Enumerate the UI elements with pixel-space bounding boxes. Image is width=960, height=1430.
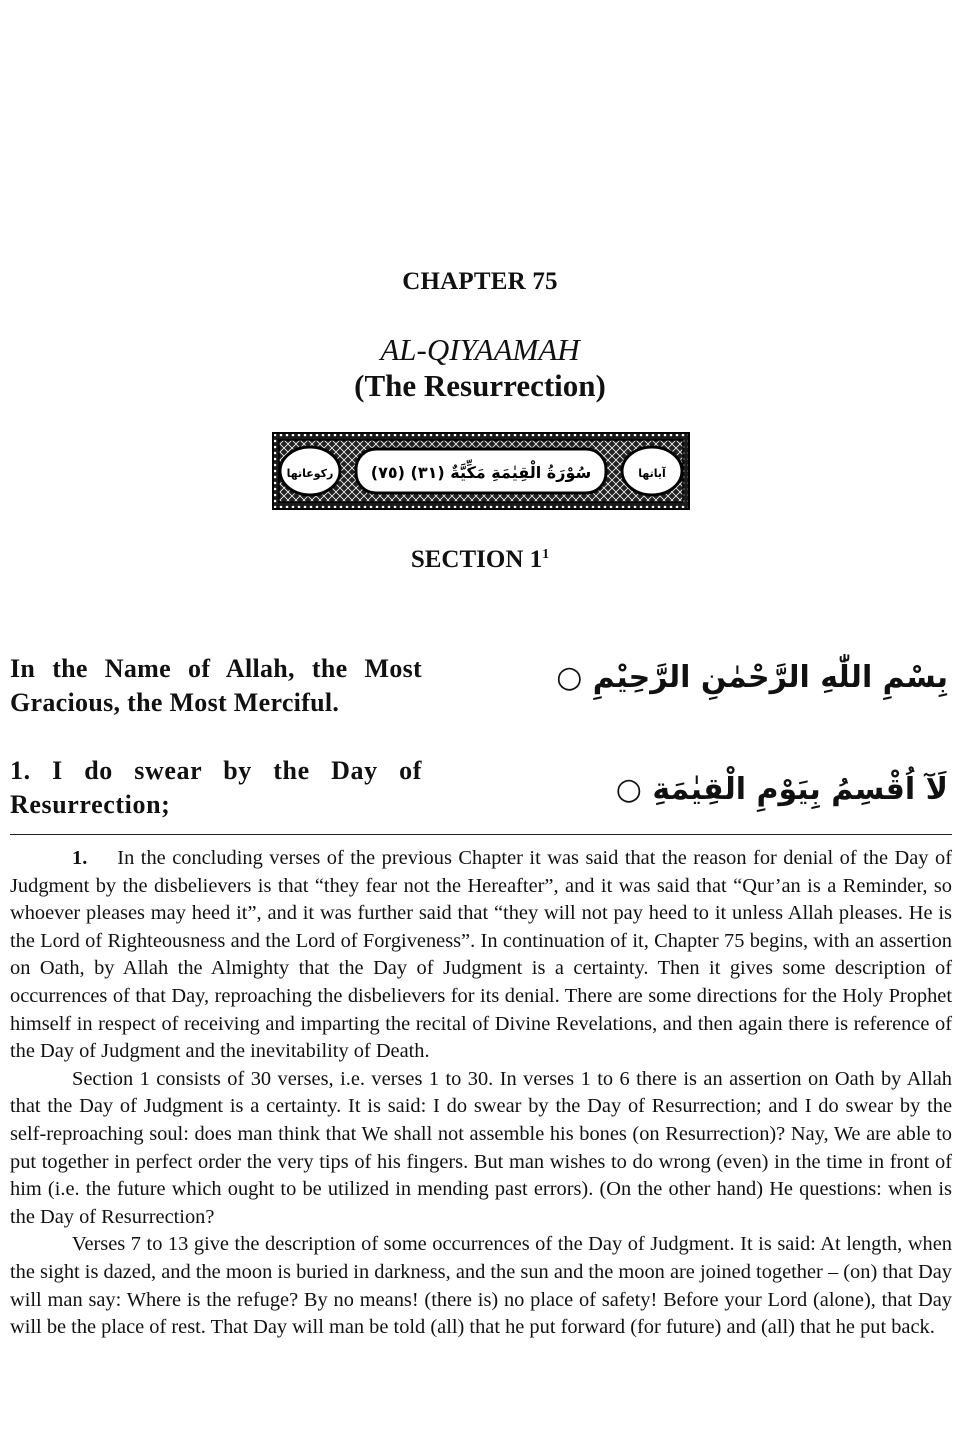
commentary-text [10,845,952,1342]
basmala-translation: In the Name of Allah, the Most Gracious, the Most Merciful. [10,654,422,717]
chapter-heading: CHAPTER 75 [402,268,558,295]
banner-ruku-count: رکوعاتها [286,467,334,480]
section-footnote-mark: 1 [542,547,550,562]
section-heading [0,546,960,574]
paragraph-1-text: In the concluding verses of the previous Chapter it was said that the reason for denial of the Day of Judgment by the disbelievers is that “they fear not the Hereafter”, and it was said that “Qur’an is a Reminder, so whoever pleases may heed it”, and it was further said that “they will not pay heed to it unless Allah pleases. He is the Lord of Righteousness and the Lord of Forgiveness”. In continuation of it, Chapter 75 begins, with an assertion on Oath, by Allah the Almighty that the Day of Judgment is a certainty. Then it gives some description of occurrences of that Day, reproaching the disbelievers for its denial. There are some directions for the Holy Prophet himself in respect of receiving and imparting the recital of Divine Revelations, and then again there is reference of the Day of Judgment and the inevitability of Death. [10,847,952,1063]
sura-title: AL-QIYAAMAH [380,332,580,367]
sura-banner-ornament [272,432,690,510]
section-label: SECTION 1 [410,546,543,573]
verse-1-arabic: لَآ اُقْسِمُ بِيَوْمِ الْقِيٰمَةِ ○ [615,772,948,807]
commentary-paragraph-3: Verses 7 to 13 give the description of some occurrences of the Day of Judgment. It is said: At length, when the sight is dazed, and the moon is buried in darkness, and the sun and the moon are joined together – (on) that Day will man say: Where is the refuge? By no means! (there is) no place of safety! Before your Lord (alone), that Day will be the place of rest. That Day will man be told (all) that he put forward (for future) and (all) that he put back. [10,1233,952,1339]
basmala-arabic: بِسْمِ اللّٰهِ الرَّحْمٰنِ الرَّحِيْمِ ○ [556,660,948,695]
verse-1-translation: 1. I do swear by the Day of Resurrection; [10,756,422,819]
sura-subtitle: (The Resurrection) [354,368,606,403]
commentary-paragraph-1 [10,845,952,1066]
banner-verse-count: آیاتها [638,467,666,480]
note-number: 1. [72,847,88,869]
footnote-divider [10,834,952,835]
commentary-paragraph-2: Section 1 consists of 30 verses, i.e. verses 1 to 30. In verses 1 to 6 there is an assertion on Oath by Allah that the Day of Judgment is a certainty. It is said: I do swear by the Day of Resurrection; and I do swear by the self-reproaching soul: does man think that We shall not assemble his bones (on Resurrection)? Nay, We are able to put together in perfect order the very tips of his fingers. But man wishes to do wrong (even) in the time in front of him (i.e. the future which ought to be utilized in mending past errors). (On the other hand) He questions: when is the Day of Resurrection? [10,1067,952,1228]
banner-sura-name: (٧٥) سُوْرَةُ الْقِيٰمَةِ مَكِّيَّةٌ (٣١) [370,463,592,482]
